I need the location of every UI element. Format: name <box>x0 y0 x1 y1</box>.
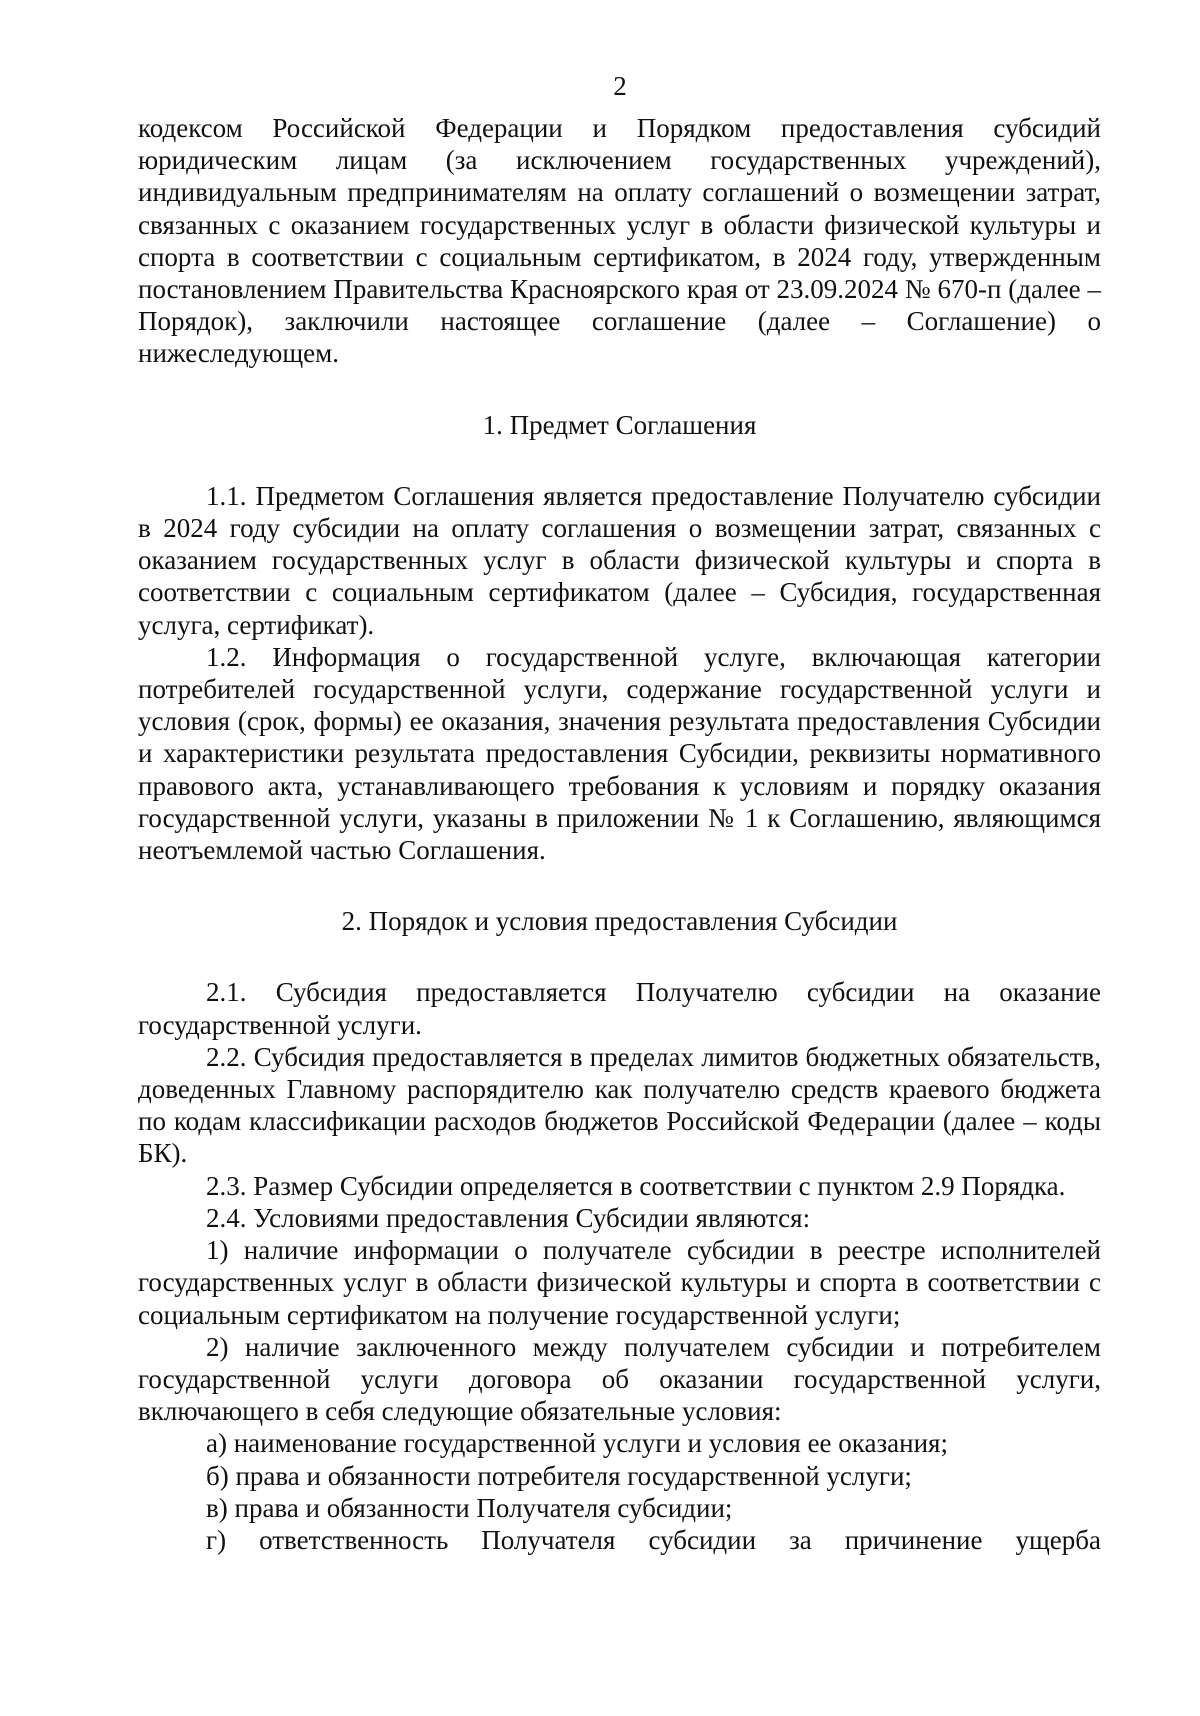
paragraph-2-3: 2.3. Размер Субсидии определяется в соответствии с пунктом 2.9 Порядка. <box>206 1170 1066 1201</box>
paragraph-2-2: 2.2. Субсидия предоставляется в пределах лимитов бюджетных обязательств, доведенных Главному распорядителю как получателю средств краевого бюджета по кодам классификации расходов бюджетов Российской Федерации (далее – коды БК). <box>138 1041 1101 1169</box>
paragraph-2-1: 2.1. Субсидия предоставляется Получателю субсидии на оказание государственной услуги. <box>138 977 1101 1040</box>
paragraph-2-4: 2.4. Условиями предоставления Субсидии являются: <box>206 1202 811 1233</box>
condition-item-2: 2) наличие заключенного между получателем субсидии и потребителем государственной услуги договора об оказании государственной услуги, включающего в себя следующие обязательные условия: <box>138 1331 1101 1427</box>
paragraph-1-1: 1.1. Предметом Соглашения является предоставление Получателю субсидии в 2024 году субсидии на оплату соглашения о возмещении затрат, связанных с оказанием государственных услуг в области физической культуры и спорта в соответствии с социальным сертификатом (далее – Субсидия, государственная услуга, сертификат). <box>138 480 1101 640</box>
condition-subitem-a: а) наименование государственной услуги и условия ее оказания; <box>206 1428 948 1459</box>
condition-item-1: 1) наличие информации о получателе субсидии в реестре исполнителей государственных услуг в области физической культуры и спорта в соответствии с социальным сертификатом на получение государственной услуги; <box>138 1235 1101 1330</box>
intro-paragraph: кодексом Российской Федерации и Порядком предоставления субсидий юридическим лицам (за исключением государственных учреждений), индивидуальным предпринимателям на оплату соглашений о возмещении затрат, связанных с оказанием государственных услуг в области физической культуры и спорта в соответствии с социальным сертификатом, в 2024 году, утвержденным постановлением Правительства Красноярского края от 23.09.2024 № 670-п (далее – Порядок), заключили настоящее соглашение (далее – Соглашение) о нижеследующем. <box>138 113 1101 369</box>
document-body <box>138 112 1101 1556</box>
section-2-title: 2. Порядок и условия предоставления Субсидии <box>341 906 898 937</box>
paragraph-1-2: 1.2. Информация о государственной услуге, включающая категории потребителей государственной услуги, содержание государственной услуги и условия (срок, формы) ее оказания, значения результата предоставления Субсидии и характеристики результата предоставления Субсидии, реквизиты нормативного правового акта, устанавливающего требования к условиям и порядку оказания государственной услуги, указаны в приложении № 1 к Соглашению, являющимся неотъемлемой частью Соглашения. <box>138 641 1101 866</box>
section-1-title: 1. Предмет Соглашения <box>482 409 757 440</box>
page-number: 2 <box>613 71 627 101</box>
condition-subitem-g: г) ответственность Получателя субсидии за причинение ущерба <box>206 1524 1101 1555</box>
condition-subitem-b: б) права и обязанности потребителя государственной услуги; <box>206 1460 912 1491</box>
condition-subitem-v: в) права и обязанности Получателя субсидии; <box>206 1492 733 1523</box>
